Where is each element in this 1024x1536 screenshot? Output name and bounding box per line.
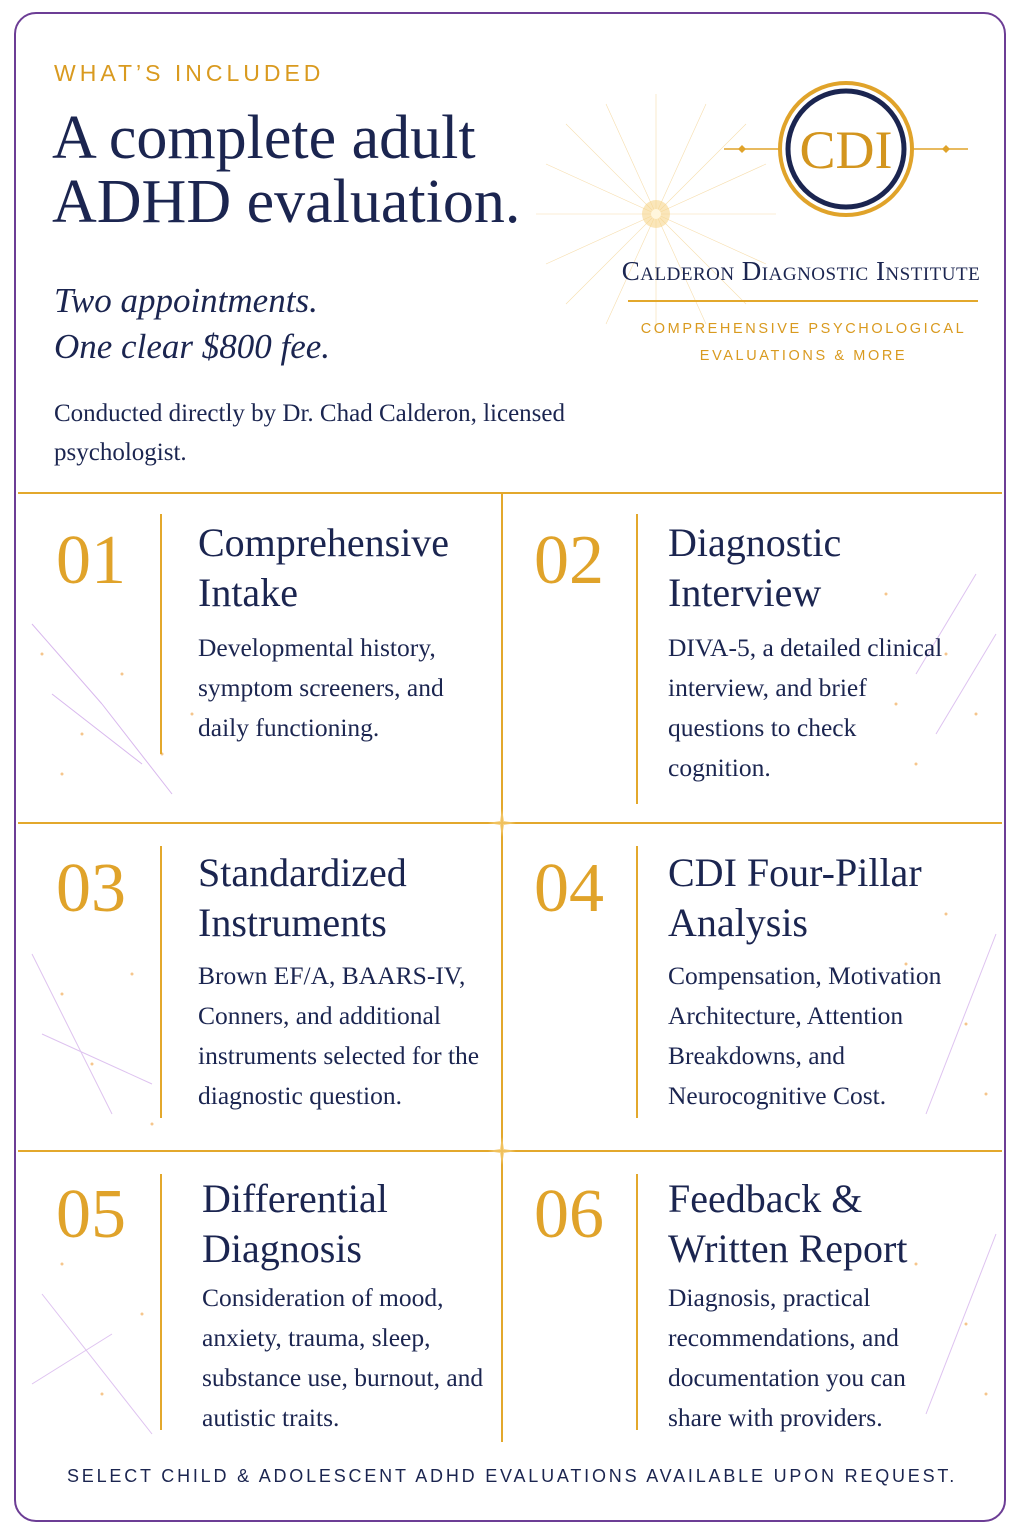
sparkle-icon xyxy=(488,1137,516,1165)
step-number-05: 05 xyxy=(56,1176,126,1253)
brand-tagline-line-1: COMPREHENSIVE PSYCHOLOGICAL xyxy=(640,321,967,337)
step-rule xyxy=(160,1174,162,1430)
grid-divider-vertical xyxy=(501,492,503,1442)
step-body-02: DIVA-5, a detailed clinical interview, and brief questions to check cognition. xyxy=(668,633,943,782)
eyebrow-label: WHAT’S INCLUDED xyxy=(54,60,325,86)
page-headline: A complete adult ADHD evaluation. xyxy=(52,104,521,236)
step-body-01: Developmental history, symptom screeners, and daily functioning. xyxy=(198,633,444,742)
brand-tagline xyxy=(616,316,991,370)
brand-name: Calderon Diagnostic Institute xyxy=(621,256,981,286)
step-body-03: Brown EF/A, BAARS-IV, Conners, and additional instruments selected for the diagnostic question. xyxy=(198,961,480,1110)
infographic-card xyxy=(14,12,1006,1522)
network-decoration-left-3 xyxy=(22,1234,172,1444)
step-title-04: CDI Four-Pillar Analysis xyxy=(668,850,922,945)
step-body-05: Consideration of mood, anxiety, trauma, sleep, substance use, burnout, and autistic traits. xyxy=(202,1283,484,1432)
step-rule xyxy=(636,514,638,804)
step-title-02: Diagnostic Interview xyxy=(668,520,842,615)
network-decoration-left-1 xyxy=(22,604,212,804)
sparkle-icon xyxy=(488,809,516,837)
grid-divider-top xyxy=(18,492,1002,494)
step-body-04: Compensation, Motivation Architecture, Attention Breakdowns, and Neurocognitive Cost. xyxy=(668,961,942,1110)
step-title-01: Comprehensive Intake xyxy=(198,520,450,615)
step-number-03: 03 xyxy=(56,850,126,927)
step-number-06: 06 xyxy=(534,1176,604,1253)
step-rule xyxy=(636,846,638,1118)
step-rule xyxy=(160,514,162,754)
logo-emblem-icon xyxy=(716,74,976,224)
network-decoration-left-2 xyxy=(22,914,172,1144)
conducted-by-text: Conducted directly by Dr. Chad Calderon, licensed psychologist. xyxy=(54,400,565,466)
step-title-03: Standardized Instruments xyxy=(198,850,407,945)
step-rule xyxy=(636,1174,638,1430)
svg-text:CDI: CDI xyxy=(799,120,893,180)
step-number-02: 02 xyxy=(534,522,604,599)
step-title-05: Differential Diagnosis xyxy=(202,1176,388,1271)
cdi-logo xyxy=(716,74,976,224)
footer-note: SELECT CHILD & ADOLESCENT ADHD EVALUATIONS AVAILABLE UPON REQUEST. xyxy=(66,1466,958,1486)
step-title-06: Feedback & Written Report xyxy=(668,1176,908,1271)
subline-appointments: Two appointments. xyxy=(54,281,318,320)
subheadline xyxy=(54,278,330,370)
step-rule xyxy=(160,846,162,1118)
brand-tagline-line-2: EVALUATIONS & MORE xyxy=(699,348,908,364)
step-number-01: 01 xyxy=(56,522,126,599)
step-body-06: Diagnosis, practical recommendations, and documentation you can share with providers. xyxy=(668,1283,906,1432)
subline-fee: One clear $800 fee. xyxy=(54,327,331,366)
step-number-04: 04 xyxy=(534,850,604,927)
brand-divider xyxy=(628,300,978,302)
